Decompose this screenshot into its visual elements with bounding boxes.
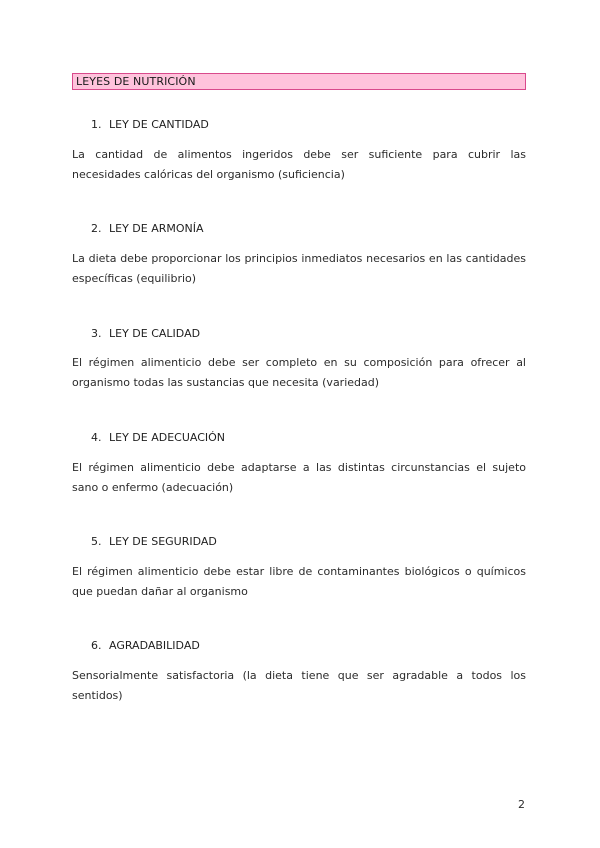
section-title: LEYES DE NUTRICIÓN — [72, 73, 526, 90]
law-number: 2. — [91, 222, 102, 235]
law-description-agradabilidad: Sensorialmente satisfactoria (la dieta tiene que ser agradable a todos los sentidos) — [72, 669, 526, 702]
law-number: 5. — [91, 535, 102, 548]
law-prefix: LEY DE — [109, 535, 152, 548]
law-heading-seguridad — [91, 535, 217, 549]
law-heading-agradabilidad — [91, 639, 200, 653]
law-heading-calidad — [91, 327, 200, 341]
law-description-calidad: El régimen alimenticio debe ser completo en su composición para ofrecer al organismo todas las sustancias que necesita (variedad) — [72, 356, 526, 389]
law-number: 1. — [91, 118, 102, 131]
law-number: 3. — [91, 327, 102, 340]
law-description-armonia: La dieta debe proporcionar los principios inmediatos necesarios en las cantidades específicas (equilibrio) — [72, 252, 526, 285]
law-name: ARMONÍA — [151, 222, 204, 235]
law-description-seguridad: El régimen alimenticio debe estar libre de contaminantes biológicos o químicos que puedan dañar al organismo — [72, 565, 526, 598]
law-heading-armonia — [91, 222, 204, 236]
law-description-adecuacion: El régimen alimenticio debe adaptarse a las distintas circunstancias el sujeto sano o enfermo (adecuación) — [72, 461, 526, 494]
law-number: 6. — [91, 639, 102, 652]
law-name: AGRADABILIDAD — [109, 639, 200, 652]
law-name: SEGURIDAD — [151, 535, 217, 548]
law-name: ADECUACIÓN — [151, 431, 226, 444]
law-name: CALIDAD — [151, 327, 201, 340]
law-prefix: LEY DE — [109, 222, 152, 235]
law-heading-cantidad — [91, 118, 209, 132]
law-heading-adecuacion — [91, 431, 225, 445]
law-prefix: LEY DE — [109, 431, 152, 444]
law-name: CANTIDAD — [151, 118, 209, 131]
law-prefix: LEY DE — [109, 118, 152, 131]
page-number: 2 — [518, 798, 525, 811]
law-prefix: LEY DE — [109, 327, 152, 340]
law-number: 4. — [91, 431, 102, 444]
law-description-cantidad: La cantidad de alimentos ingeridos debe ser suficiente para cubrir las necesidades calóricas del organismo (suficiencia) — [72, 148, 526, 181]
